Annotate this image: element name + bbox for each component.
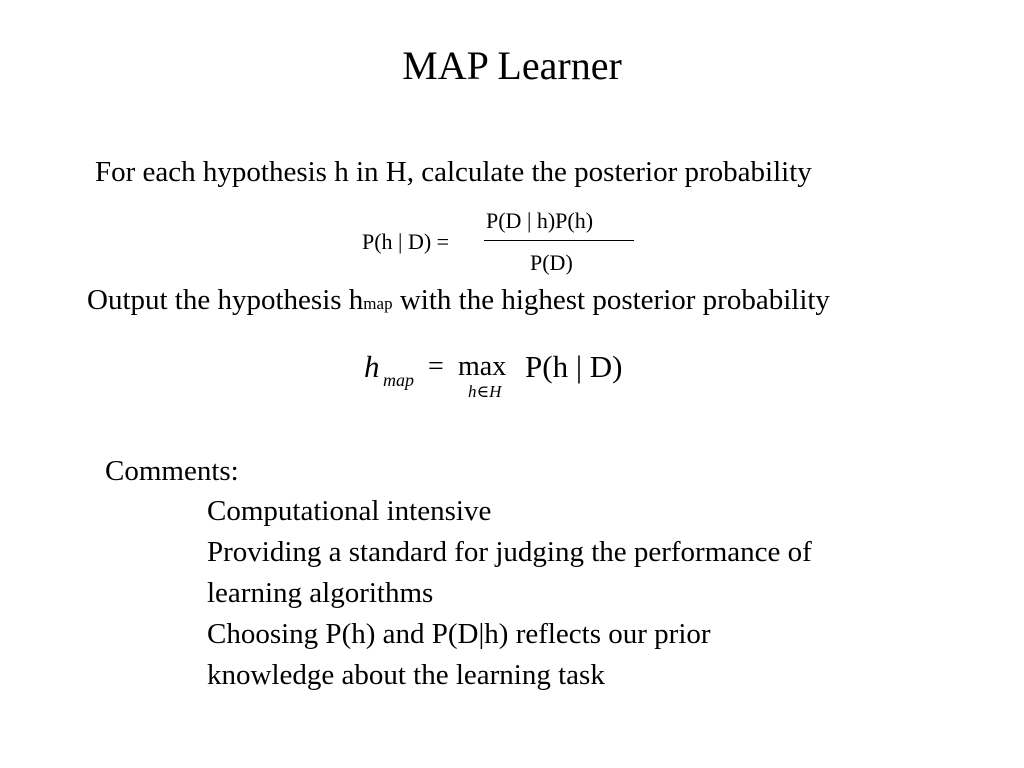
map-equation-equals: = — [428, 351, 444, 382]
comment-line: knowledge about the learning task — [207, 659, 605, 691]
output-instruction-subscript: map — [363, 294, 393, 313]
comment-line: learning algorithms — [207, 577, 434, 609]
map-equation-max: max — [458, 351, 507, 382]
comments-label: Comments: — [105, 455, 239, 487]
comment-line: Providing a standard for judging the performance of — [207, 536, 812, 568]
output-instruction-before: Output the hypothesis h — [87, 284, 364, 316]
fraction-bar — [484, 240, 634, 241]
map-equation-max-range: h∈H — [468, 382, 502, 401]
comment-line: Computational intensive — [207, 495, 492, 527]
map-equation-rhs: P(h | D) — [525, 349, 623, 384]
bayes-equation-lhs: P(h | D) = — [362, 229, 450, 254]
posterior-instruction: For each hypothesis h in H, calculate the posterior probability — [95, 156, 812, 188]
map-equation-subscript: map — [383, 370, 414, 390]
comment-line: Choosing P(h) and P(D|h) reflects our prior — [207, 618, 711, 650]
bayes-equation-denominator: P(D) — [530, 250, 573, 275]
bayes-equation-numerator: P(D | h)P(h) — [486, 208, 594, 233]
output-instruction — [87, 282, 830, 322]
slide-title: MAP Learner — [402, 43, 622, 88]
map-equation-h: h — [364, 349, 380, 384]
output-instruction-after: with the highest posterior probability — [392, 284, 830, 316]
